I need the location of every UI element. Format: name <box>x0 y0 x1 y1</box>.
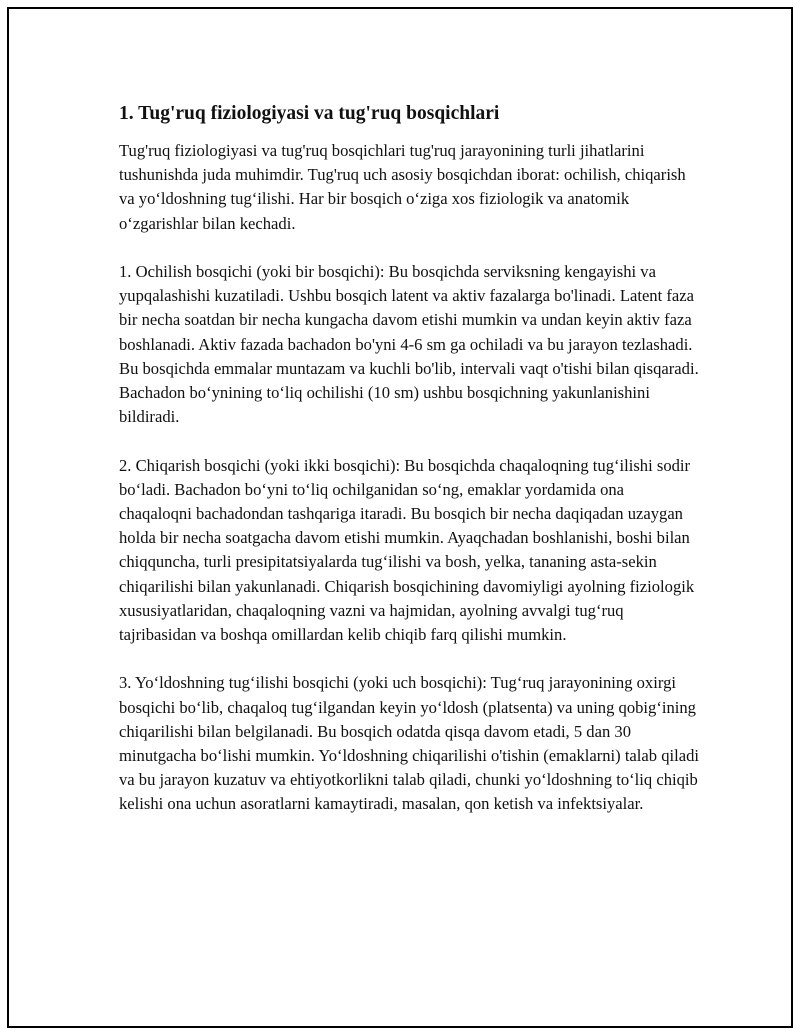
document-page <box>7 7 793 1028</box>
document-body <box>119 102 699 841</box>
stage-three-paragraph: 3. Yo‘ldoshning tug‘ilishi bosqichi (yoki uch bosqichi): Tug‘ruq jarayonining oxirgi bosqichi bo‘lib, chaqaloq tug‘ilgandan keyin yo‘ldosh (platsenta) va uning qobig‘ining chiqarilishi bilan belgilanadi. Bu bosqich odatda qisqa davom etadi, 5 dan 30 minutgacha bo‘lishi mumkin. Yo‘ldoshning chiqarilishi o'tishin (emaklarni) talab qiladi va bu jarayon kuzatuv va ehtiyotkorlikni talab qiladi, chunki yo‘ldoshning to‘liq chiqib kelishi ona uchun asoratlarni kamaytiradi, masalan, qon ketish va infektsiyalar. <box>119 673 700 814</box>
section-heading: 1. Tug'ruq fiziologiyasi va tug'ruq bosqichlari <box>119 103 500 124</box>
stage-two-paragraph: 2. Chiqarish bosqichi (yoki ikki bosqichi): Bu bosqichda chaqaloqning tug‘ilishi sodir bo‘ladi. Bachadon bo‘yni to‘liq ochilganidan so‘ng, emaklar yordamida ona chaqaloqni bachadondan tashqariga itaradi. Bu bosqich bir necha daqiqadan uzaygan holda bir necha soatgacha davom etishi mumkin. Ayaqchadan boshlanishi, boshi bilan chiqquncha, turli presipitatsiyalarda tug‘ilishi va bosh, yelka, tananing asta-sekin chiqarilishi bilan yakunlanadi. Chiqarish bosqichining davomiyligi ayolning fiziologik xususiyatlaridan, chaqaloqning vazni va hajmidan, ayolning avvalgi tug‘ruq tajribasidan va boshqa omillardan kelib chiqib farq qilishi mumkin. <box>119 455 695 645</box>
stage-one-paragraph: 1. Ochilish bosqichi (yoki bir bosqichi): Bu bosqichda serviksning kengayishi va yupqalashishi kuzatiladi. Ushbu bosqich latent va aktiv fazalarga bo'linadi. Latent faza bir necha soatdan bir necha kungacha davom etishi mumkin va undan keyin aktiv faza boshlanadi. Aktiv fazada bachadon bo'yni 4-6 sm ga ochiladi va bu jarayon tezlashadi. Bu bosqichda emmalar muntazam va kuchli bo'lib, intervali vaqt o'tishi bilan qisqaradi. Bachadon bo‘ynining to‘liq ochilishi (10 sm) ushbu bosqichning yakunlanishini bildiradi. <box>119 262 699 427</box>
intro-paragraph: Tug'ruq fiziologiyasi va tug'ruq bosqichlari tug'ruq jarayonining turli jihatlarini tushunishda juda muhimdir. Tug'ruq uch asosiy bosqichdan iborat: ochilish, chiqarish va yo‘ldoshning tug‘ilishi. Har bir bosqich o‘ziga xos fiziologik va anatomik o‘zgarishlar bilan kechadi. <box>119 141 686 233</box>
